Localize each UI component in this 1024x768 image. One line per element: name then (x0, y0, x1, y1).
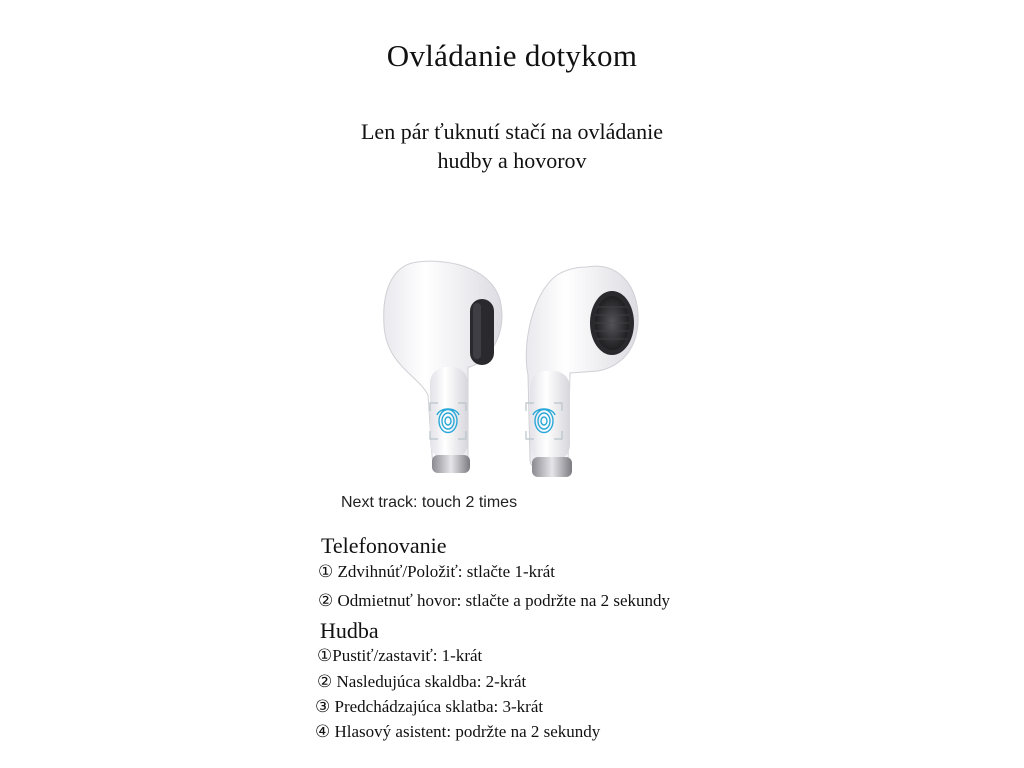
music-heading: Hudba (320, 618, 379, 643)
subtitle-line-1: Len pár ťuknutí stačí na ovládanie (360, 119, 664, 144)
page-subtitle (0, 117, 1024, 175)
calls-heading: Telefonovanie (321, 533, 447, 558)
music-item-2: ② Nasledujúca skaldba: 2-krát (317, 672, 527, 691)
earbud-right-icon (526, 266, 638, 477)
earbud-left-icon (384, 261, 502, 473)
music-item-4: ④ Hlasový asistent: podržte na 2 sekundy (315, 722, 601, 741)
subtitle-line-2: hudby a hovorov (437, 148, 587, 173)
calls-item-1: ① Zdvihnúť/Položiť: stlačte 1-krát (318, 562, 556, 581)
image-caption: Next track: touch 2 times (341, 494, 518, 511)
page-title: Ovládanie dotykom (386, 38, 638, 73)
earbuds-illustration (372, 255, 662, 485)
music-item-3: ③ Predchádzajúca sklatba: 3-krát (315, 697, 544, 716)
calls-item-2: ② Odmietnuť hovor: stlačte a podržte na 2 sekundy (318, 591, 671, 610)
music-item-1: ①Pustiť/zastaviť: 1-krát (317, 646, 483, 665)
